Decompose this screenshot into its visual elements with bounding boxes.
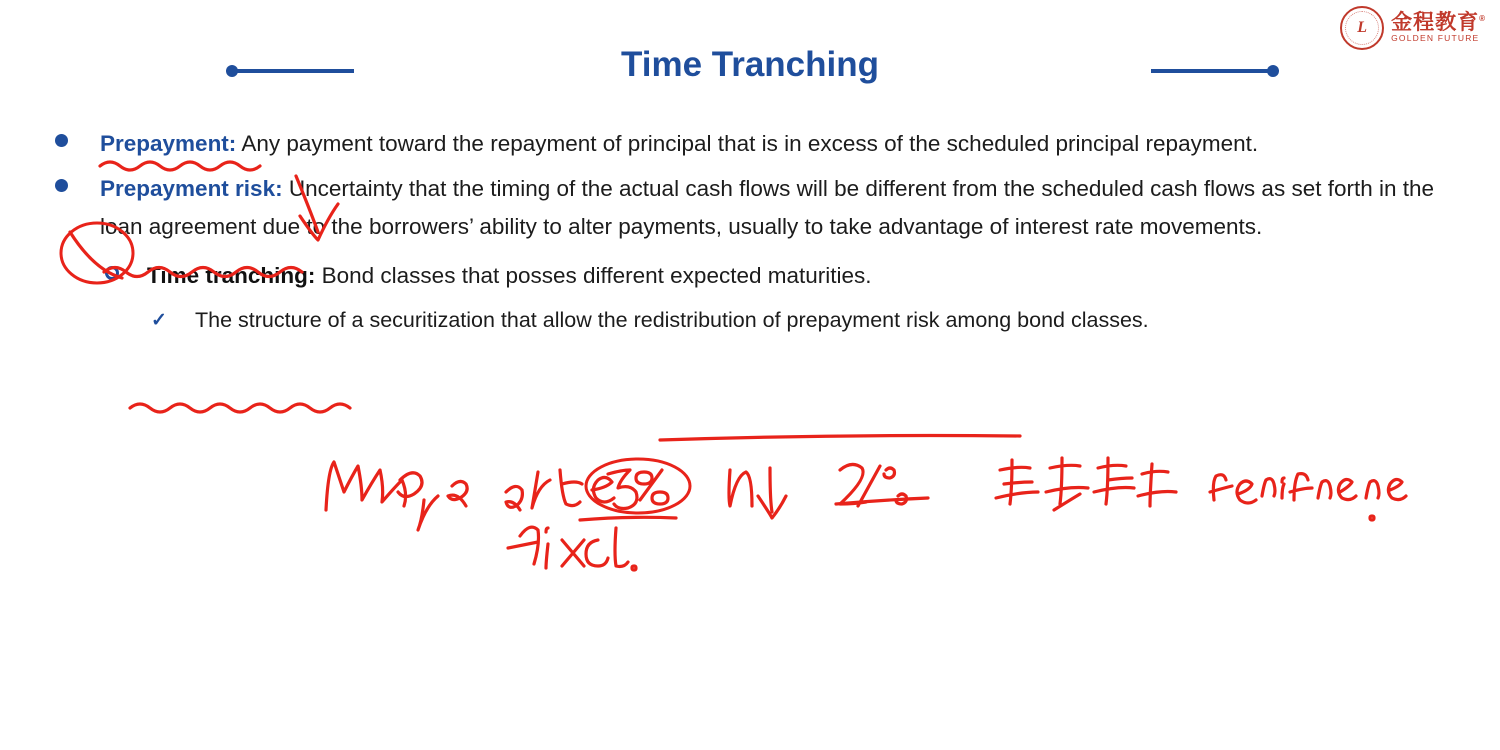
slide-body [55, 125, 1455, 345]
ink-chinese-notes [996, 458, 1176, 510]
ink-word-refinance [1210, 474, 1406, 520]
ink-text-2-percent [840, 464, 907, 506]
bullet-prepayment-text: Any payment toward the repayment of principal that is in excess of the scheduled principal repayment. [241, 131, 1259, 156]
ink-underline-time-tranching [130, 404, 350, 412]
bullet-prepayment-risk-text: Uncertainty that the timing of the actual cash flows will be different from the scheduled cash flows as set forth in the loan agreement due to the borrowers’ ability to alter payments, usually to take advantage of interest rate movements. [100, 175, 1435, 240]
ink-word-fixed [508, 527, 636, 570]
checkmark-icon: ✓ [151, 309, 167, 331]
title-right-rule [1151, 69, 1277, 73]
bullet-prepayment-risk-lead: Prepayment risk: [100, 175, 283, 201]
logo-seal-letter: L [1357, 19, 1367, 36]
bullet-time-tranching [55, 257, 1455, 296]
ink-underline-5-percent [580, 517, 676, 520]
bullet-dot-icon [55, 134, 68, 147]
ink-circle-5-percent [586, 459, 690, 513]
registered-trademark-icon: ® [1479, 14, 1486, 24]
logo-text [1391, 12, 1486, 43]
bullet-securitization-text: The structure of a securitization that allow the redistribution of prepayment risk among bond classes. [195, 307, 1149, 332]
bullet-hollow-dot-icon [105, 266, 119, 280]
bullet-time-tranching-text: Bond classes that posses different expected maturities. [321, 263, 872, 289]
logo-chinese-name: 金程教育® [1391, 11, 1486, 35]
bullet-prepayment-risk [55, 170, 1455, 247]
ink-word-mortgage [326, 462, 467, 530]
bullet-prepayment [55, 125, 1455, 164]
ink-word-rate [506, 470, 614, 510]
logo-english-name: GOLDEN FUTURE [1391, 33, 1480, 44]
ink-strike-line [660, 436, 1020, 441]
bullet-time-tranching-lead: Time tranching: [147, 263, 316, 289]
title-right-dot-icon [1267, 65, 1279, 77]
brand-logo [1340, 6, 1486, 50]
bullet-prepayment-lead: Prepayment: [100, 131, 237, 156]
ink-text-5-percent [608, 470, 668, 509]
ink-strike-2-percent [836, 498, 928, 504]
bullet-securitization-structure [55, 302, 1455, 339]
logo-seal-ring [1345, 11, 1379, 45]
page-title: Time Tranching [620, 45, 880, 84]
ink-down-arrow [729, 468, 786, 518]
slide-header [0, 45, 1500, 101]
logo-seal-icon [1340, 6, 1384, 50]
bullet-dot-icon [55, 179, 68, 192]
